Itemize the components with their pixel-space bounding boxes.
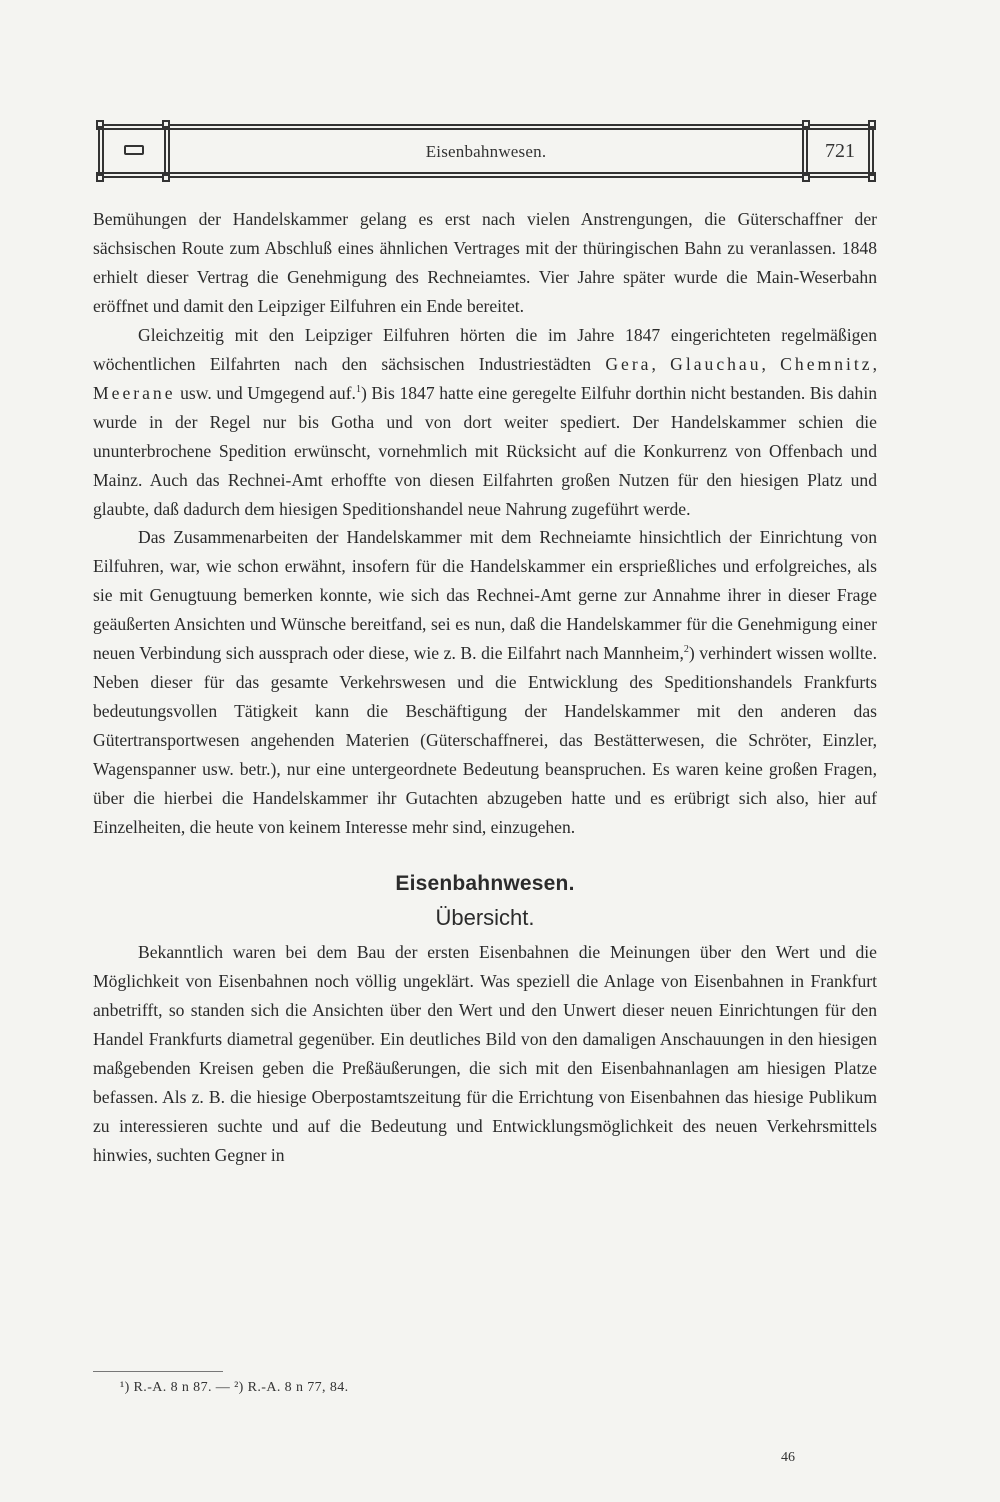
footnotes: ¹) R.-A. 8 n 87. — ²) R.-A. 8 n 77, 84.: [120, 1380, 349, 1395]
paragraph-4: Bekanntlich waren bei dem Bau der ersten Eisenbahnen die Meinungen über den Wert und die Möglichkeit von Eisenbahnen noch völlig ungeklärt. Was speziell die Anlage von Eisenbahnen in Frankfurt anbetrifft, so standen sich die Ansichten über den Wert und den Unwert dieser neuen Einrichtungen für den Handel Frankfurts diametral gegenüber. Ein deutliches Bild von den damaligen Anschauungen in den hiesigen maßgebenden Kreisen geben die Preßäußerungen, die sich mit den Eisenbahnanlagen am hiesigen Platze befassen. Als z. B. die hiesige Oberpostamtszeitung für die Errichtung von Eisenbahnen das hiesige Publikum zu interessieren suchte und auf die Bedeutung und Entwicklungsmöglichkeit des neuen Verkehrsmittels hinwies, suchten Gegner in: [93, 941, 877, 1165]
separator-comma: ,: [872, 353, 877, 374]
header-corner-node: [868, 174, 876, 182]
city-meerane: Meerane: [93, 382, 176, 403]
footnote-ref-2: 2: [683, 644, 689, 656]
header-rule-top-outer: [96, 124, 876, 126]
printer-signature-mark: 46: [781, 1450, 795, 1465]
paragraph-2-text-c: ) Bis 1847 hatte eine geregelte Eilfuhr dorthin nicht bestanden. Bis dahin wurde in der Regel nur bis Gotha und von dort weiter spediert. Der Handelskammer schien die ununterbrochene Spedition erwünscht, vornehmlich mit Rücksicht auf die Konkurrenz von Offenbach und Mainz. Auch das Rechnei-Amt erhoffte von diesen Eilfahrten großen Nutzen für den hiesigen Platz und glaubte, daß dadurch dem hiesigen Speditionshandel neue Nahrung zugeführt werde.: [93, 382, 878, 519]
header-rule-left-divider-b: [168, 120, 170, 182]
main-text: [93, 205, 877, 1170]
header-corner-node: [162, 174, 170, 182]
city-gera: Gera: [605, 353, 652, 374]
page-number: 721: [825, 140, 855, 162]
section-subheading: Übersicht.: [435, 904, 535, 930]
footnote-divider: [93, 1371, 223, 1372]
separator-comma: ,: [651, 353, 671, 374]
paragraph-3: [93, 523, 877, 841]
header-rule-left-divider-a: [164, 120, 166, 182]
header-rule-right-divider-a: [806, 120, 808, 182]
header-rule-right-divider-b: [802, 120, 804, 182]
header-corner-node: [96, 174, 104, 182]
paragraph-1: Bemühungen der Handelskammer gelang es erst nach vielen Anstrengungen, die Güterschaffner der sächsischen Route zum Abschluß eines ähnlichen Vertrages mit der thüringischen Bahn zu veranlassen. 1848 erhielt dieser Vertrag die Genehmigung des Rechneiamtes. Vier Jahre später wurde die Main-Weserbahn eröffnet und damit den Leipziger Eilfuhren ein Ende bereitet.: [93, 209, 877, 316]
separator-comma: ,: [761, 353, 781, 374]
header-rule-top-inner: [96, 128, 876, 130]
header-corner-node: [96, 120, 104, 128]
header-rule-left-inner: [102, 120, 104, 182]
header-rule-right-inner: [868, 120, 870, 182]
footnote-ref-1: 1: [355, 383, 361, 395]
header-rule-right-outer: [872, 120, 874, 182]
paragraph-3-text-a: Das Zusammenarbeiten der Handelskammer mit dem Rechneiamte hinsichtlich der Einrichtung von Eilfuhren, war, wie schon erwähnt, insofern für die Handelskammer ein ersprießliches und erfolgreiches, als sie mit Genugtuung bemerken konnte, wie sich das Rechnei-Amt gerne zur Annahme ihrer in dieser Frage geäußerten Ansichten und Wünsche bereitfand, sei es nun, daß die Handelskammer für die Genehmigung einer neuen Verbindung sich aussprach oder diese, wie z. B. die Eilfahrt nach Mannheim,: [93, 527, 877, 664]
paragraph-2-text-a: Gleichzeitig mit den Leipziger Eilfuhren hörten die im Jahre 1847 eingerichteten regelmäßigen wöchentlichen Eilfahrten nach den sächsischen Industriestädten: [93, 324, 877, 374]
city-chemnitz: Chemnitz: [780, 353, 873, 374]
header-rule-bottom-outer: [96, 176, 876, 178]
header-corner-node: [802, 174, 810, 182]
paragraph-2: [93, 321, 877, 524]
header-ornament-icon: [124, 145, 144, 155]
header-corner-node: [802, 120, 810, 128]
header-corner-node: [868, 120, 876, 128]
header-rule-left-outer: [98, 120, 100, 182]
section-heading: Eisenbahnwesen.: [395, 871, 575, 895]
running-header-title: Eisenbahnwesen.: [425, 142, 547, 161]
paragraph-2-text-b: usw. und Umgegend auf.: [175, 382, 356, 403]
paragraph-3-text-b: ) verhindert wissen wollte. Neben dieser für das gesamte Verkehrswesen und die Entwicklung des Speditionshandels Frankfurts bedeutungsvollen Tätigkeit kann die Beschäftigung der Handelskammer mit den anderen das Gütertransportwesen angehenden Materien (Güterschaffnerei, das Bestätterwesen, die Schröter, Einzler, Wagenspanner usw. betr.), nur eine untergeordnete Bedeutung beanspruchen. Es waren keine großen Fragen, über die hierbei die Handelskammer ihr Gutachten abzugeben hatte und es erübrigt sich also, hier auf Einzelheiten, die heute von keinem Interesse mehr sind, einzugehen.: [93, 643, 877, 838]
header-corner-node: [162, 120, 170, 128]
header-rule-bottom-inner: [96, 172, 876, 174]
city-glauchau: Glauchau: [670, 353, 762, 374]
page-header: [96, 118, 876, 184]
